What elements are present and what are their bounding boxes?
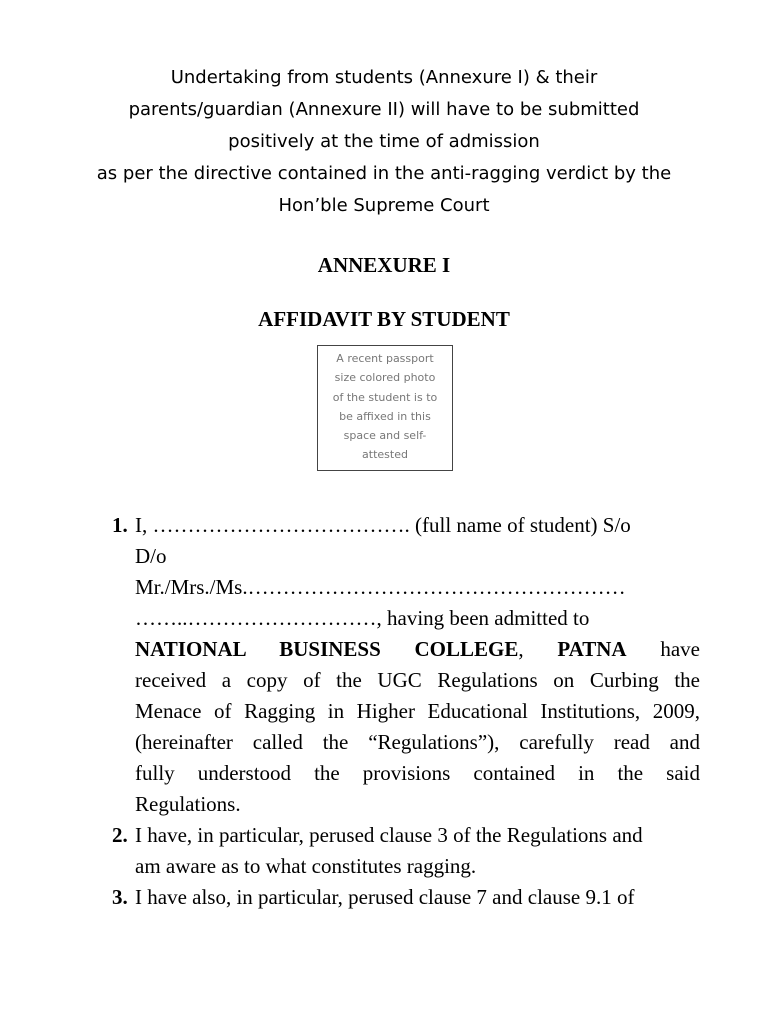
- clause-line: (hereinafter called the “Regulations”), carefully read and: [135, 730, 700, 754]
- photo-instruction-line: attested: [362, 448, 408, 462]
- college-comma: ,: [518, 637, 524, 661]
- intro-line: positively at the time of admission: [228, 131, 540, 152]
- clause-line: fully understood the provisions contained in the said: [135, 761, 700, 785]
- clause-line: I have, in particular, perused clause 3 of the Regulations and: [135, 823, 643, 847]
- clause-line: received a copy of the UGC Regulations on Curbing the: [135, 668, 700, 692]
- affidavit-clauses: [112, 510, 700, 913]
- clause-line-college: [135, 634, 700, 665]
- intro-line: as per the directive contained in the anti-ragging verdict by the: [96, 163, 672, 184]
- photo-instruction-line: A recent passport: [336, 352, 434, 365]
- clause-line: Mr./Mrs./Ms.………………………………………………: [135, 575, 626, 599]
- intro-line: Hon’ble Supreme Court: [278, 195, 490, 216]
- clause-line: I have also, in particular, perused clause 7 and clause 9.1 of: [135, 885, 635, 909]
- photo-instruction-line: of the student is to: [332, 390, 438, 404]
- clause-line: Menace of Ragging in Higher Educational Institutions, 2009,: [135, 699, 700, 723]
- clause-number: 1.: [112, 513, 128, 537]
- clause-line: I, ………………………………. (full name of student) S/o: [135, 513, 631, 537]
- photo-placeholder-box: [317, 345, 453, 471]
- photo-instruction-line: space and self-: [343, 429, 427, 443]
- intro-instructions: [60, 62, 708, 222]
- clause-number: 2.: [112, 823, 128, 847]
- intro-line: parents/guardian (Annexure II) will have to be submitted: [128, 99, 640, 120]
- college-name: NATIONAL BUSINESS COLLEGE: [135, 637, 519, 661]
- intro-line: Undertaking from students (Annexure I) & their: [170, 67, 598, 88]
- clause-line: Regulations.: [135, 792, 241, 816]
- clause-item-1: [112, 510, 700, 820]
- clause-item-2: [112, 820, 700, 882]
- clause-line-tail: have: [660, 637, 700, 661]
- clause-line: am aware as to what constitutes ragging.: [135, 854, 477, 878]
- clause-line: D/o: [135, 544, 167, 568]
- affidavit-title: AFFIDAVIT BY STUDENT: [258, 307, 510, 331]
- clause-item-3: [112, 882, 700, 913]
- photo-instruction-line: size colored photo: [334, 371, 436, 385]
- photo-instruction-line: be affixed in this: [339, 409, 431, 423]
- clause-line: ……..………………………, having been admitted to: [135, 606, 590, 630]
- college-city: PATNA: [557, 637, 627, 661]
- clause-number: 3.: [112, 885, 128, 909]
- annexure-title: ANNEXURE I: [317, 253, 451, 277]
